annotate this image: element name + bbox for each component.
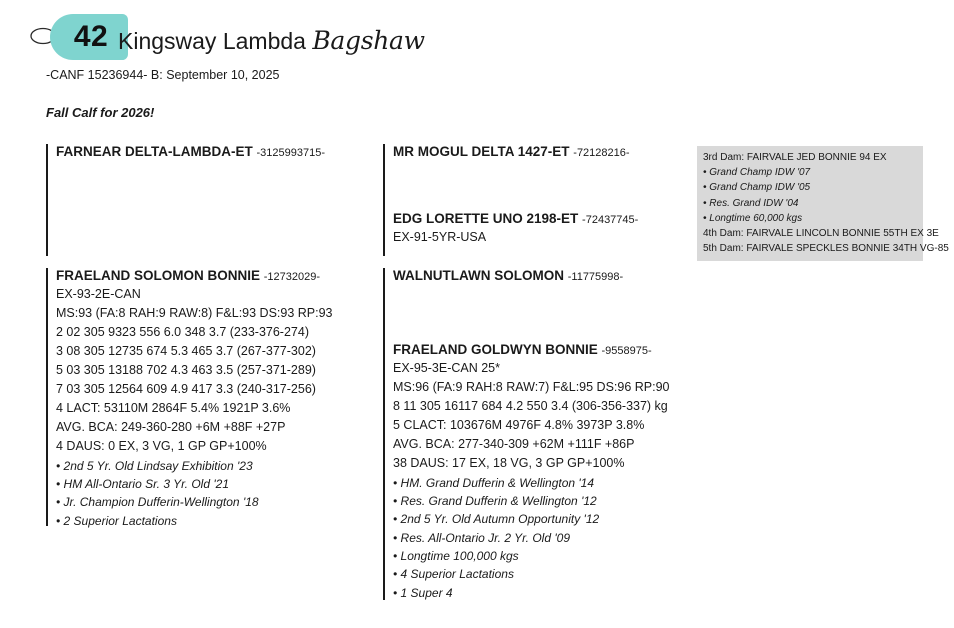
stat-line: MS:93 (FA:8 RAH:9 RAW:8) F&L:93 DS:93 RP:93: [56, 305, 333, 320]
dam-dam-group: [393, 342, 670, 602]
pedigree-sire-parents-block: [383, 144, 638, 247]
sire-name-text: FARNEAR DELTA-LAMBDA-ET: [56, 144, 257, 159]
award-line: • 2nd 5 Yr. Old Autumn Opportunity '12: [393, 512, 600, 527]
sire-dam-name: [393, 211, 638, 228]
pedigree-bracket: [46, 268, 48, 526]
award-line: • 1 Super 4: [393, 585, 453, 600]
dam-box-line: • Longtime 60,000 kgs: [703, 212, 803, 224]
animal-name-main: Kingsway Lambda: [118, 28, 313, 54]
dam-sire-name-text: WALNUTLAWN SOLOMON: [393, 268, 568, 283]
dam-box-line: • Res. Grand IDW '04: [703, 197, 799, 209]
stat-line: MS:96 (FA:9 RAH:8 RAW:7) F&L:95 DS:96 RP:90: [393, 379, 670, 394]
dam-stats: [56, 304, 333, 456]
sire-dam-registration: -72437745-: [582, 213, 639, 226]
pedigree-bracket: [383, 144, 385, 256]
dam-box-line: 3rd Dam: FAIRVALE JED BONNIE 94 EX: [703, 152, 887, 163]
sire-sire-name: [393, 144, 638, 161]
dam-box-line: • Grand Champ IDW '07: [703, 167, 811, 179]
award-line: • HM All-Ontario Sr. 3 Yr. Old '21: [56, 476, 229, 491]
dam-sire-registration: -11775998-: [567, 271, 624, 283]
sire-sire-name-text: MR MOGUL DELTA 1427-ET: [393, 144, 574, 159]
award-line: • HM. Grand Dufferin & Wellington '14: [393, 475, 595, 490]
calf-note: Fall Calf for 2026!: [46, 105, 155, 120]
dam-name: [56, 268, 333, 285]
award-line: • Res. All-Ontario Jr. 2 Yr. Old '09: [393, 530, 570, 545]
sire-name: [56, 144, 325, 161]
dam-registration: -12732029-: [263, 271, 321, 283]
dam-dam-classification: EX-95-3E-CAN 25*: [393, 360, 500, 375]
pedigree-dam-parents-block: [383, 268, 670, 602]
dam-awards: [56, 457, 333, 530]
dam-dam-awards: [393, 474, 670, 603]
dam-name-text: FRAELAND SOLOMON BONNIE: [56, 268, 264, 283]
stat-line: 38 DAUS: 17 EX, 18 VG, 3 GP GP+100%: [393, 455, 625, 470]
dam-classification: EX-93-2E-CAN: [56, 286, 141, 301]
pedigree-bracket: [383, 268, 385, 600]
sire-dam-classification: EX-91-5YR-USA: [393, 229, 487, 244]
pedigree-bracket: [46, 144, 48, 256]
award-line: • Longtime 100,000 kgs: [393, 548, 519, 563]
sire-dam-group: [393, 211, 638, 247]
dam-dam-name-text: FRAELAND GOLDWYN BONNIE: [393, 341, 602, 357]
stat-line: 5 03 305 13188 702 4.3 463 3.5 (257-371-289): [56, 362, 316, 377]
award-line: • Res. Grand Dufferin & Wellington '12: [393, 493, 597, 508]
stat-line: 5 CLACT: 103676M 4976F 4.8% 3973P 3.8%: [393, 417, 645, 432]
award-line: • 2nd 5 Yr. Old Lindsay Exhibition '23: [56, 458, 253, 473]
registration-line: -CANF 15236944- B: September 10, 2025: [46, 68, 280, 82]
dam-dam-registration: -9558975-: [601, 344, 652, 357]
stat-line: 2 02 305 9323 556 6.0 348 3.7 (233-376-274): [56, 324, 309, 339]
award-line: • 2 Superior Lactations: [56, 513, 177, 528]
dam-dam-name: [393, 342, 670, 359]
dam-box-line: • Grand Champ IDW '05: [703, 182, 811, 194]
pedigree-sire-block: [46, 144, 325, 161]
sire-registration: -3125993715-: [256, 147, 325, 159]
stat-line: AVG. BCA: 249-360-280 +6M +88F +27P: [56, 419, 286, 434]
dam-dam-stats: [393, 378, 670, 473]
stat-line: AVG. BCA: 277-340-309 +62M +111F +86P: [393, 436, 635, 451]
ancestor-dams-box: [697, 146, 949, 261]
award-line: • Jr. Champion Dufferin-Wellington '18: [56, 495, 259, 510]
page-title: [118, 26, 425, 55]
tag-body: [50, 14, 128, 60]
document-header: [0, 0, 954, 120]
stat-line: 4 DAUS: 0 EX, 3 VG, 1 GP GP+100%: [56, 438, 267, 453]
dam-box-line: 5th Dam: FAIRVALE SPECKLES BONNIE 34TH VG-85: [703, 243, 949, 255]
stat-line: 4 LACT: 53110M 2864F 5.4% 1921P 3.6%: [56, 400, 291, 415]
tag-number: 42: [73, 20, 109, 53]
award-line: • 4 Superior Lactations: [393, 567, 514, 582]
animal-name-suffix: Bagshaw: [312, 26, 425, 55]
sire-dam-name-text: EDG LORETTE UNO 2198-ET: [393, 210, 583, 226]
stat-line: 3 08 305 12735 674 5.3 465 3.7 (267-377-302): [56, 343, 316, 358]
stat-line: 8 11 305 16117 684 4.2 550 3.4 (306-356-337) kg: [393, 398, 668, 413]
stat-line: 7 03 305 12564 609 4.9 417 3.3 (240-317-256): [56, 381, 316, 396]
pedigree-dam-block: [46, 268, 333, 530]
dam-sire-name: [393, 268, 670, 285]
sire-sire-registration: -72128216-: [573, 147, 630, 159]
dam-box-line: 4th Dam: FAIRVALE LINCOLN BONNIE 55TH EX 3E: [703, 227, 939, 239]
